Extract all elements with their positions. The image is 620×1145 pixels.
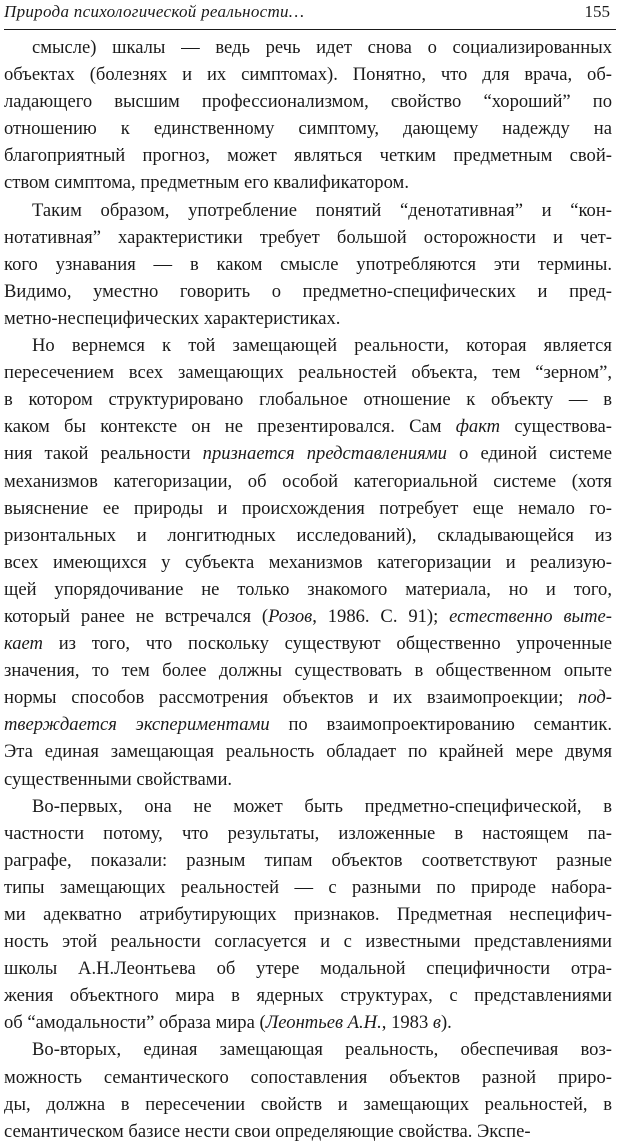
body-text — [4, 34, 612, 1145]
text-run: нормы способов рассмотрения объектов и их взаимопроекции; — [4, 687, 579, 709]
text-run: пересечением всех замещающих реальностей объекта, тем “зерном”, — [4, 362, 612, 384]
paragraph — [4, 1036, 612, 1144]
text-line — [4, 115, 612, 142]
text-run: Во-первых, она не может быть предметно-специфической, в — [32, 795, 612, 817]
text-line — [4, 88, 612, 115]
text-run: Видимо, уместно говорить о предметно-специфических и пред- — [4, 280, 612, 302]
text-line — [4, 224, 612, 251]
text-line — [4, 955, 612, 982]
text-run: метно-неспецифических характеристиках. — [4, 307, 341, 329]
text-line — [4, 1036, 612, 1063]
paragraph — [4, 332, 612, 793]
text-run: , 1983 — [381, 1012, 433, 1034]
text-line — [4, 738, 612, 765]
text-line — [4, 711, 612, 738]
text-run: семантическом базисе нести свои определяющие свойства. Экспе- — [4, 1120, 531, 1142]
text-run: ладающего высшим профессионализмом, свойство “хороший” по — [4, 91, 612, 113]
text-line — [4, 413, 612, 440]
text-run: частности потому, что результаты, изложенные в настоящем па- — [4, 822, 612, 844]
text-line — [4, 603, 612, 630]
text-line — [4, 1118, 612, 1145]
text-line — [4, 657, 612, 684]
text-run: о единой системе — [446, 443, 612, 465]
text-line — [4, 522, 612, 549]
italic-text: кает — [4, 633, 43, 655]
paragraph — [4, 197, 612, 332]
italic-text: Розов — [268, 605, 313, 627]
paragraph — [4, 34, 612, 197]
running-head: Природа психологической реальности… — [4, 2, 305, 21]
text-line — [4, 34, 612, 61]
text-run: отношению к единственному симптому, дающему надежду на — [4, 118, 612, 140]
italic-text: признается представлениями — [202, 443, 447, 465]
text-run: по взаимопроектированию семантик. — [269, 714, 613, 736]
text-line — [4, 495, 612, 522]
text-run: об “амодальности” образа мира ( — [4, 1012, 266, 1034]
text-line — [4, 1009, 612, 1036]
text-line — [4, 1091, 612, 1118]
text-line — [4, 1064, 612, 1091]
text-line — [4, 197, 612, 224]
text-run: ризонтальных и лонгитюдных исследований), складывающейся из — [4, 524, 612, 546]
text-line — [4, 901, 612, 928]
text-run: Во-вторых, единая замещающая реальность, обеспечивая воз- — [32, 1039, 612, 1061]
text-line — [4, 332, 612, 359]
text-line — [4, 386, 612, 413]
text-line — [4, 928, 612, 955]
text-run: ством симптома, предметным его квалификатором. — [4, 172, 409, 194]
text-line — [4, 576, 612, 603]
page-header — [2, 0, 614, 32]
text-run: значения, то тем более должны существовать в общественном опыте — [4, 660, 612, 682]
text-line — [4, 169, 612, 196]
text-run: Но вернемся к той замещающей реальности, которая является — [32, 335, 612, 357]
text-run: механизмов категоризации, об особой категориальной системе (хотя — [4, 470, 612, 492]
italic-text: Леонтьев А.Н. — [265, 1012, 382, 1034]
text-run: типы замещающих реальностей — с разными по природе набора- — [4, 876, 612, 898]
text-run: смысле) шкалы — ведь речь идет снова о социализированных — [32, 37, 612, 58]
text-run: ния такой реальности — [4, 443, 203, 465]
text-line — [4, 630, 612, 657]
text-run: щей упорядочивание не только знакомого материала, но и того, — [4, 578, 612, 600]
text-run: жения объектного мира в ядерных структурах, с представлениями — [4, 985, 612, 1007]
text-run: ды, должна в пересечении свойств и замещающих реальностей, в — [4, 1093, 612, 1115]
text-line — [4, 440, 612, 467]
text-line — [4, 820, 612, 847]
text-run: каком бы контексте он не презентировался. Сам — [4, 416, 456, 438]
text-run: существова- — [500, 416, 612, 438]
text-run: нотативная” характеристики требует большой осторожности и чет- — [4, 226, 612, 248]
text-run: в котором структурировано глобальное отношение к объекту — в — [4, 389, 612, 411]
text-line — [4, 684, 612, 711]
paragraph — [4, 793, 612, 1037]
text-run: выяснение ее природы и происхождения потребует еще немало го- — [4, 497, 612, 519]
text-line — [4, 359, 612, 386]
text-line — [4, 61, 612, 88]
text-run: Таким образом, употребление понятий “денотативная” и “кон- — [32, 199, 612, 221]
text-line — [4, 251, 612, 278]
text-run: раграфе, показали: разным типам объектов соответствуют разные — [4, 849, 612, 871]
text-run: из того, что поскольку существуют общественно упроченные — [42, 633, 612, 655]
text-run: Эта единая замещающая реальность обладает по крайней мере двумя — [4, 741, 612, 763]
text-line — [4, 982, 612, 1009]
text-line — [4, 305, 612, 332]
text-line — [4, 549, 612, 576]
text-run: школы А.Н.Леонтьева об утере модальной специфичности отра- — [4, 958, 612, 980]
text-run: ность этой реальности согласуется и с известными представлениями — [4, 931, 612, 953]
text-line — [4, 468, 612, 495]
text-run: , 1986. С. 91); — [312, 605, 450, 627]
text-run: кого узнавания — в каком смысле употребляются эти термины. — [4, 253, 612, 275]
header-rule — [4, 29, 616, 30]
text-run: всех имеющихся у субъекта механизмов категоризации и реализую- — [4, 551, 612, 573]
text-run: ). — [440, 1012, 452, 1034]
text-line — [4, 874, 612, 901]
text-line — [4, 142, 612, 169]
italic-text: под- — [578, 687, 612, 709]
text-run: ми адекватно атрибутирующих признаков. Предметная неспецифич- — [4, 904, 612, 925]
text-line — [4, 766, 612, 793]
page-number: 155 — [584, 2, 610, 21]
italic-text: естественно выте- — [449, 605, 612, 627]
italic-text: тверждается экспериментами — [4, 714, 270, 736]
text-line — [4, 793, 612, 820]
italic-text: в — [432, 1012, 441, 1034]
text-run: благоприятный прогноз, может являться четким предметным свой- — [4, 145, 612, 167]
text-run: который ранее не встречался ( — [4, 605, 269, 627]
text-run: существенными свойствами. — [4, 768, 233, 790]
italic-text: факт — [455, 416, 501, 438]
text-run: можность семантического сопоставления объектов разной приро- — [4, 1066, 612, 1088]
text-line — [4, 278, 612, 305]
text-run: объектах (болезнях и их симптомах). Понятно, что для врача, об- — [4, 64, 612, 86]
text-line — [4, 847, 612, 874]
